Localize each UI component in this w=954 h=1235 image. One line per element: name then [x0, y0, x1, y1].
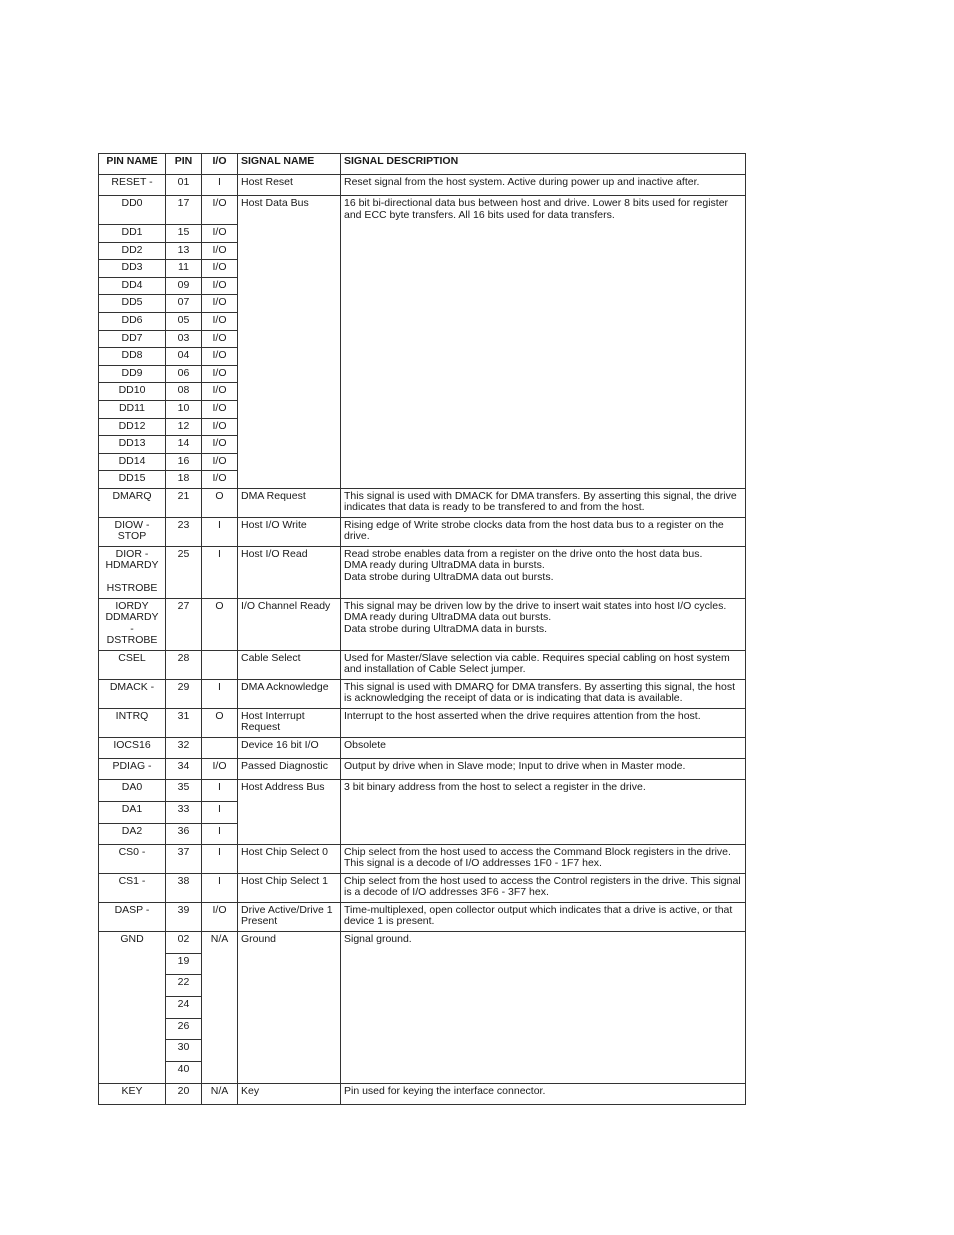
- table-row: [99, 844, 746, 873]
- signal-name-cell: Host Interrupt Request: [238, 708, 341, 737]
- pin-cell: 34: [166, 758, 202, 779]
- pin-name-cell: DD0: [99, 196, 166, 225]
- pin-name-cell: DASP -: [99, 902, 166, 931]
- io-cell: I/O: [202, 330, 238, 348]
- pin-cell: 38: [166, 873, 202, 902]
- table-row: [99, 488, 746, 517]
- table-row: [99, 196, 746, 225]
- pin-cell: 35: [166, 779, 202, 801]
- io-cell: I/O: [202, 365, 238, 383]
- signal-description-cell: 16 bit bi-directional data bus between host and drive. Lower 8 bits used for register and ECC byte transfers. All 16 bits used for data transfers.: [341, 196, 746, 489]
- pin-cell: 03: [166, 330, 202, 348]
- pin-cell: 04: [166, 348, 202, 366]
- pin-cell: 28: [166, 650, 202, 679]
- pin-name-line: DIOR -: [115, 547, 149, 560]
- signal-name-cell: Host I/O Write: [238, 517, 341, 546]
- signal-name-cell: Cable Select: [238, 650, 341, 679]
- description-line: Read strobe enables data from a register on the drive onto the host data bus.: [344, 547, 703, 560]
- io-cell: O: [202, 598, 238, 650]
- io-cell: I/O: [202, 902, 238, 931]
- pin-name-cell: PDIAG -: [99, 758, 166, 779]
- pin-cell: 40: [166, 1062, 202, 1084]
- pin-cell: 22: [166, 975, 202, 997]
- pin-cell: 07: [166, 295, 202, 313]
- pin-name-cell: DD12: [99, 418, 166, 436]
- io-cell: I/O: [202, 242, 238, 260]
- pin-cell: 18: [166, 471, 202, 489]
- io-cell: I/O: [202, 277, 238, 295]
- pin-name-cell: CSEL: [99, 650, 166, 679]
- table-row: [99, 902, 746, 931]
- pin-name-cell: DD2: [99, 242, 166, 260]
- pin-name-cell: [99, 546, 166, 598]
- io-cell: I: [202, 546, 238, 598]
- table-row: [99, 931, 746, 953]
- pin-name-cell: DA2: [99, 823, 166, 844]
- description-line: Data strobe during UltraDMA data out bursts.: [344, 570, 554, 583]
- pin-name-line: STOP: [117, 530, 147, 543]
- signal-description-cell: Time-multiplexed, open collector output which indicates that a drive is active, or that device 1 is present.: [341, 902, 746, 931]
- pin-name-line: DIOW -: [114, 518, 150, 531]
- table-row: [99, 873, 746, 902]
- signal-name-cell: I/O Channel Ready: [238, 598, 341, 650]
- pin-cell: 36: [166, 823, 202, 844]
- pin-name-cell: DD10: [99, 383, 166, 401]
- pin-name-cell: DD9: [99, 365, 166, 383]
- io-cell: I: [202, 873, 238, 902]
- header-io: I/O: [202, 154, 238, 175]
- io-cell: I/O: [202, 295, 238, 313]
- pin-name-cell: DD15: [99, 471, 166, 489]
- pin-name-cell: [99, 517, 166, 546]
- signal-name-cell: Passed Diagnostic: [238, 758, 341, 779]
- signal-description-cell: 3 bit binary address from the host to select a register in the drive.: [341, 779, 746, 844]
- pin-cell: 01: [166, 175, 202, 196]
- signal-name-cell: Host I/O Read: [238, 546, 341, 598]
- pin-cell: 26: [166, 1018, 202, 1040]
- io-cell: I: [202, 175, 238, 196]
- io-cell: I/O: [202, 758, 238, 779]
- pin-cell: 27: [166, 598, 202, 650]
- header-pin: PIN: [166, 154, 202, 175]
- io-cell: I/O: [202, 418, 238, 436]
- table-row: [99, 679, 746, 708]
- signal-description-cell: Obsolete: [341, 737, 746, 758]
- pin-name-cell: GND: [99, 931, 166, 1083]
- description-line: DMA ready during UltraDMA data in bursts.: [344, 559, 545, 572]
- pin-name-line: HDMARDY: [105, 559, 159, 572]
- pin-cell: 15: [166, 225, 202, 243]
- signal-name-cell: Host Chip Select 0: [238, 844, 341, 873]
- pin-cell: 12: [166, 418, 202, 436]
- io-cell: I/O: [202, 471, 238, 489]
- pin-name-cell: DD8: [99, 348, 166, 366]
- signal-description-cell: [341, 598, 746, 650]
- pin-name-cell: CS0 -: [99, 844, 166, 873]
- signal-description-cell: Reset signal from the host system. Active during power up and inactive after.: [341, 175, 746, 196]
- signal-name-cell: Key: [238, 1083, 341, 1104]
- pin-cell: 20: [166, 1083, 202, 1104]
- io-cell: I: [202, 844, 238, 873]
- table-row: [99, 546, 746, 598]
- pin-cell: 33: [166, 801, 202, 823]
- pin-cell: 14: [166, 436, 202, 454]
- signal-description-cell: Chip select from the host used to access the Control registers in the drive. This signal is a decode of I/O addresses 3F6 - 3F7 hex.: [341, 873, 746, 902]
- signal-description-cell: Interrupt to the host asserted when the drive requires attention from the host.: [341, 708, 746, 737]
- signal-description-cell: This signal is used with DMACK for DMA transfers. By asserting this signal, the drive indicates that data is ready to be transfered to and from the host.: [341, 488, 746, 517]
- signal-name-cell: DMA Request: [238, 488, 341, 517]
- io-cell: I: [202, 679, 238, 708]
- signal-name-cell: Drive Active/Drive 1 Present: [238, 902, 341, 931]
- pin-cell: 32: [166, 737, 202, 758]
- pin-cell: 11: [166, 260, 202, 278]
- signal-name-cell: Device 16 bit I/O: [238, 737, 341, 758]
- signal-description-cell: Rising edge of Write strobe clocks data from the host data bus to a register on the drive.: [341, 517, 746, 546]
- io-cell: I: [202, 779, 238, 801]
- pin-cell: 08: [166, 383, 202, 401]
- pin-name-line: DDMARDY: [105, 611, 159, 624]
- pin-cell: 21: [166, 488, 202, 517]
- io-cell: I/O: [202, 383, 238, 401]
- pin-cell: 05: [166, 312, 202, 330]
- pin-name-cell: DA0: [99, 779, 166, 801]
- pin-cell: 16: [166, 453, 202, 471]
- io-cell: I: [202, 823, 238, 844]
- pin-name-cell: IOCS16: [99, 737, 166, 758]
- pin-cell: 10: [166, 400, 202, 418]
- signal-description-cell: Signal ground.: [341, 931, 746, 1083]
- signal-name-cell: DMA Acknowledge: [238, 679, 341, 708]
- pin-name-cell: DMACK -: [99, 679, 166, 708]
- pin-cell: 19: [166, 953, 202, 975]
- pin-cell: 25: [166, 546, 202, 598]
- io-cell: I/O: [202, 453, 238, 471]
- io-cell: [202, 737, 238, 758]
- pin-name-cell: DD14: [99, 453, 166, 471]
- table-row: [99, 1083, 746, 1104]
- pin-cell: 09: [166, 277, 202, 295]
- signal-description-cell: Output by drive when in Slave mode; Input to drive when in Master mode.: [341, 758, 746, 779]
- header-signal-description: SIGNAL DESCRIPTION: [341, 154, 746, 175]
- signal-name-cell: Host Chip Select 1: [238, 873, 341, 902]
- pin-name-cell: DD7: [99, 330, 166, 348]
- description-line: This signal may be driven low by the drive to insert wait states into host I/O cycles.: [344, 599, 727, 612]
- pin-name-line: DSTROBE: [106, 634, 158, 647]
- pin-cell: 30: [166, 1040, 202, 1062]
- pin-cell: 02: [166, 931, 202, 953]
- table-row: [99, 758, 746, 779]
- header-pin-name: PIN NAME: [99, 154, 166, 175]
- pin-name-cell: DD13: [99, 436, 166, 454]
- io-cell: I/O: [202, 312, 238, 330]
- pin-cell: 39: [166, 902, 202, 931]
- pin-name-cell: INTRQ: [99, 708, 166, 737]
- pin-name-cell: DD5: [99, 295, 166, 313]
- table-row: [99, 175, 746, 196]
- io-cell: O: [202, 488, 238, 517]
- signal-description-cell: This signal is used with DMARQ for DMA transfers. By asserting this signal, the host is acknowledging the receipt of data or is indicating that data is available.: [341, 679, 746, 708]
- table-row: [99, 598, 746, 650]
- pin-cell: 37: [166, 844, 202, 873]
- pin-name-cell: DA1: [99, 801, 166, 823]
- table-row: [99, 650, 746, 679]
- pin-name-cell: DD6: [99, 312, 166, 330]
- pin-name-line: HSTROBE: [106, 582, 158, 595]
- io-cell: I/O: [202, 400, 238, 418]
- signal-name-cell: Host Reset: [238, 175, 341, 196]
- pin-name-cell: [99, 598, 166, 650]
- header-signal-name: SIGNAL NAME: [238, 154, 341, 175]
- io-cell: I: [202, 517, 238, 546]
- description-line: Data strobe during UltraDMA data in bursts.: [344, 622, 548, 635]
- table-row: [99, 708, 746, 737]
- table-row: [99, 517, 746, 546]
- table-header-row: [99, 154, 746, 175]
- signal-description-cell: [341, 546, 746, 598]
- pin-signal-table: [98, 153, 746, 1105]
- pin-name-cell: DD1: [99, 225, 166, 243]
- pin-name-cell: DD3: [99, 260, 166, 278]
- table-row: [99, 737, 746, 758]
- pin-name-cell: DD4: [99, 277, 166, 295]
- io-cell: I/O: [202, 196, 238, 225]
- pin-name-cell: CS1 -: [99, 873, 166, 902]
- signal-name-cell: Host Address Bus: [238, 779, 341, 844]
- signal-description-cell: Chip select from the host used to access the Command Block registers in the drive. This signal is a decode of I/O addresses 1F0 - 1F7 hex.: [341, 844, 746, 873]
- pin-name-cell: RESET -: [99, 175, 166, 196]
- pin-cell: 23: [166, 517, 202, 546]
- signal-name-cell: Ground: [238, 931, 341, 1083]
- pin-cell: 31: [166, 708, 202, 737]
- pin-cell: 29: [166, 679, 202, 708]
- description-line: DMA ready during UltraDMA data out bursts.: [344, 611, 552, 624]
- pin-cell: 24: [166, 996, 202, 1018]
- pin-name-line: -: [130, 622, 134, 635]
- io-cell: I/O: [202, 260, 238, 278]
- pin-name-cell: KEY: [99, 1083, 166, 1104]
- io-cell: I: [202, 801, 238, 823]
- io-cell: O: [202, 708, 238, 737]
- pin-cell: 17: [166, 196, 202, 225]
- signal-description-cell: Pin used for keying the interface connector.: [341, 1083, 746, 1104]
- pin-cell: 13: [166, 242, 202, 260]
- io-cell: I/O: [202, 436, 238, 454]
- io-cell: I/O: [202, 348, 238, 366]
- signal-description-cell: Used for Master/Slave selection via cable. Requires special cabling on host system and installation of Cable Select jumper.: [341, 650, 746, 679]
- io-cell: N/A: [202, 1083, 238, 1104]
- pin-name-cell: DMARQ: [99, 488, 166, 517]
- table-row: [99, 779, 746, 801]
- io-cell: I/O: [202, 225, 238, 243]
- io-cell: N/A: [202, 931, 238, 1083]
- pin-name-cell: DD11: [99, 400, 166, 418]
- io-cell: [202, 650, 238, 679]
- signal-name-cell: Host Data Bus: [238, 196, 341, 489]
- pin-cell: 06: [166, 365, 202, 383]
- pin-name-line: IORDY: [115, 599, 149, 612]
